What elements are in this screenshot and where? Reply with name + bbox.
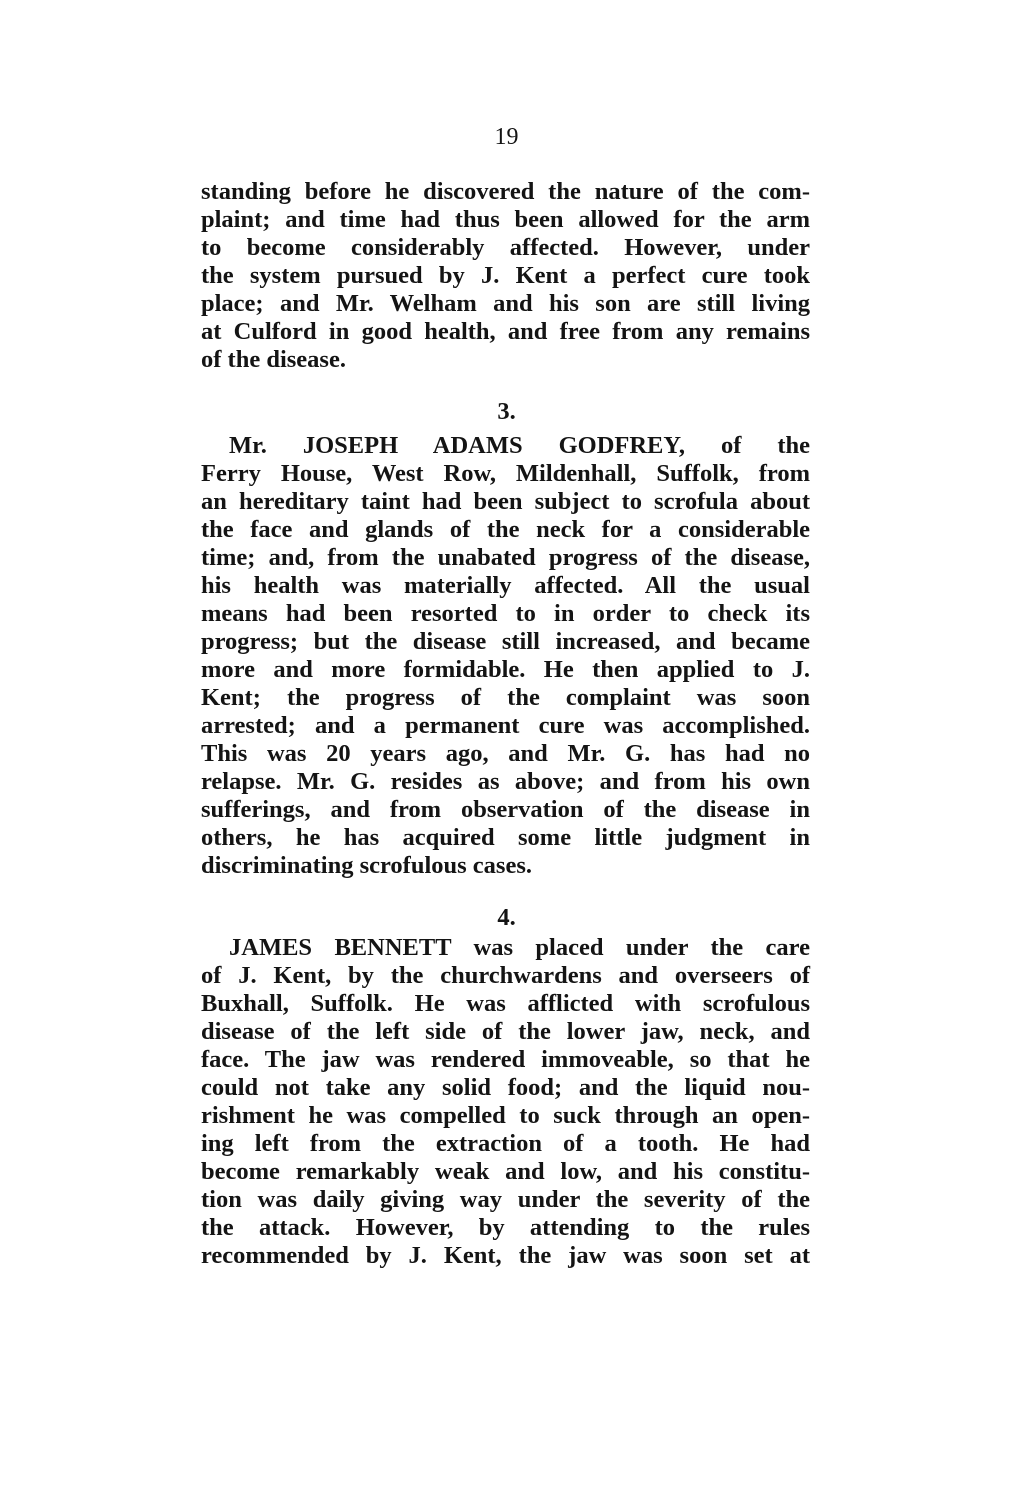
- text-line: rishment he was compelled to suck through an open-: [201, 1102, 810, 1129]
- text-line: of the disease.: [201, 346, 346, 373]
- text-line: plaint; and time had thus been allowed for the arm: [201, 206, 810, 233]
- text-line: ing left from the extraction of a tooth. He had: [201, 1130, 810, 1157]
- text-line: Ferry House, West Row, Mildenhall, Suffolk, from: [201, 460, 810, 487]
- text-line: Mr. JOSEPH ADAMS GODFREY, of the: [229, 432, 810, 459]
- text-line: others, he has acquired some little judgment in: [201, 824, 810, 851]
- text-line: Buxhall, Suffolk. He was afflicted with scrofulous: [201, 990, 810, 1017]
- text-line: place; and Mr. Welham and his son are still living: [201, 290, 810, 317]
- text-line: become remarkably weak and low, and his constitu-: [201, 1158, 810, 1185]
- text-line: at Culford in good health, and free from any remains: [201, 318, 810, 345]
- text-line: of J. Kent, by the churchwardens and overseers of: [201, 962, 810, 989]
- text-line: more and more formidable. He then applied to J.: [201, 656, 810, 683]
- page-number: 19: [494, 124, 519, 150]
- section-number: 4.: [497, 904, 516, 931]
- text-line: time; and, from the unabated progress of the disease,: [201, 544, 810, 571]
- text-line: to become considerably affected. However, under: [201, 234, 810, 261]
- text-line: the system pursued by J. Kent a perfect cure took: [201, 262, 810, 289]
- text-line: face. The jaw was rendered immoveable, so that he: [201, 1046, 810, 1073]
- text-line: means had been resorted to in order to check its: [201, 600, 810, 627]
- text-line: This was 20 years ago, and Mr. G. has had no: [201, 740, 810, 767]
- text-line: disease of the left side of the lower jaw, neck, and: [201, 1018, 810, 1045]
- text-line: his health was materially affected. All the usual: [201, 572, 810, 599]
- text-line: an hereditary taint had been subject to scrofula about: [201, 488, 810, 515]
- text-line: progress; but the disease still increased, and became: [201, 628, 810, 655]
- text-line: JAMES BENNETT was placed under the care: [229, 934, 810, 961]
- text-line: discriminating scrofulous cases.: [201, 852, 532, 879]
- text-line: standing before he discovered the nature of the com-: [201, 178, 810, 205]
- text-line: sufferings, and from observation of the disease in: [201, 796, 810, 823]
- text-line: could not take any solid food; and the liquid nou-: [201, 1074, 810, 1101]
- text-line: arrested; and a permanent cure was accomplished.: [201, 712, 810, 739]
- text-line: tion was daily giving way under the severity of the: [201, 1186, 810, 1213]
- text-line: relapse. Mr. G. resides as above; and from his own: [201, 768, 810, 795]
- text-line: the attack. However, by attending to the rules: [201, 1214, 810, 1241]
- text-line: the face and glands of the neck for a considerable: [201, 516, 810, 543]
- text-line: recommended by J. Kent, the jaw was soon set at: [201, 1242, 810, 1269]
- section-number: 3.: [497, 398, 516, 425]
- text-line: Kent; the progress of the complaint was soon: [201, 684, 810, 711]
